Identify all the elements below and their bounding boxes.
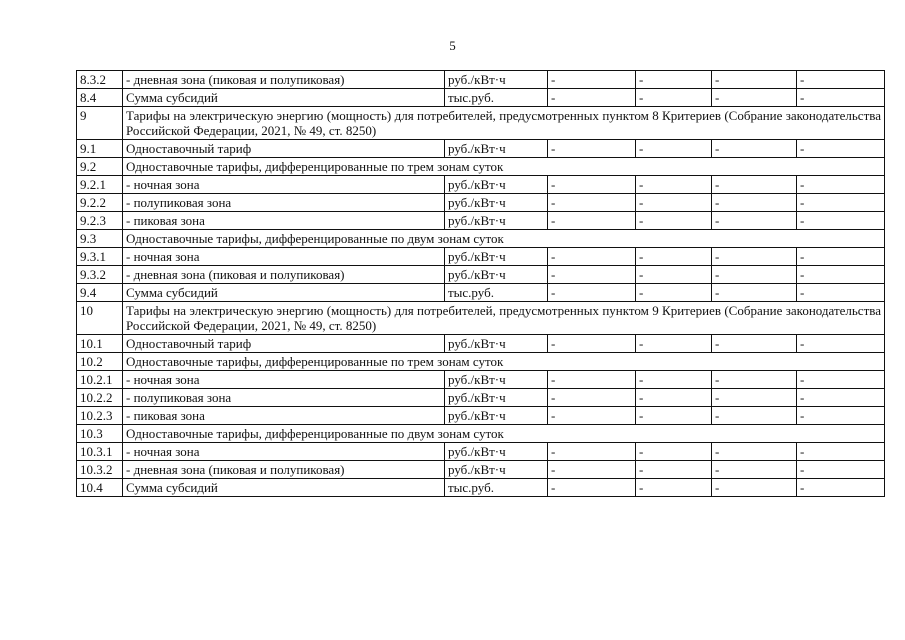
row-value: - bbox=[797, 371, 885, 389]
table-row bbox=[77, 389, 885, 407]
table-row bbox=[77, 353, 885, 371]
row-value: - bbox=[636, 407, 712, 425]
table-row bbox=[77, 479, 885, 497]
row-number: 9.2.1 bbox=[77, 176, 123, 194]
row-value: - bbox=[797, 89, 885, 107]
row-number: 9.3.2 bbox=[77, 266, 123, 284]
row-value: - bbox=[636, 194, 712, 212]
row-unit: руб./кВт·ч bbox=[445, 176, 548, 194]
row-value: - bbox=[797, 461, 885, 479]
table-row bbox=[77, 443, 885, 461]
row-number: 10.2.3 bbox=[77, 407, 123, 425]
row-name: Сумма субсидий bbox=[123, 89, 445, 107]
row-value: - bbox=[797, 140, 885, 158]
row-name: - пиковая зона bbox=[123, 212, 445, 230]
row-value: - bbox=[636, 479, 712, 497]
row-value: - bbox=[712, 371, 797, 389]
row-value: - bbox=[636, 248, 712, 266]
row-name: Одноставочный тариф bbox=[123, 335, 445, 353]
row-number: 9.1 bbox=[77, 140, 123, 158]
row-value: - bbox=[636, 335, 712, 353]
row-name: Сумма субсидий bbox=[123, 479, 445, 497]
table-row bbox=[77, 266, 885, 284]
row-number: 10.3.1 bbox=[77, 443, 123, 461]
row-value: - bbox=[548, 212, 636, 230]
tariff-table bbox=[76, 70, 885, 497]
row-value: - bbox=[712, 479, 797, 497]
row-number: 10.3.2 bbox=[77, 461, 123, 479]
section-heading: Одноставочные тарифы, дифференцированные по двум зонам суток bbox=[123, 230, 885, 248]
row-number: 9.3.1 bbox=[77, 248, 123, 266]
row-value: - bbox=[797, 389, 885, 407]
page-number: 5 bbox=[449, 38, 456, 53]
row-name: - ночная зона bbox=[123, 443, 445, 461]
table-row bbox=[77, 107, 885, 140]
row-value: - bbox=[636, 71, 712, 89]
row-unit: руб./кВт·ч bbox=[445, 335, 548, 353]
row-number: 8.4 bbox=[77, 89, 123, 107]
row-number: 9.4 bbox=[77, 284, 123, 302]
table-row bbox=[77, 230, 885, 248]
row-name: Сумма субсидий bbox=[123, 284, 445, 302]
row-value: - bbox=[636, 176, 712, 194]
row-value: - bbox=[548, 266, 636, 284]
row-name: - пиковая зона bbox=[123, 407, 445, 425]
row-value: - bbox=[548, 284, 636, 302]
row-unit: руб./кВт·ч bbox=[445, 248, 548, 266]
section-heading: Тарифы на электрическую энергию (мощность) для потребителей, предусмотренных пунктом 9 Критериев (Собрание законодательства Российской Федерации, 2021, № 49, ст. 8250) bbox=[123, 302, 885, 335]
row-value: - bbox=[636, 284, 712, 302]
section-heading: Одноставочные тарифы, дифференцированные по трем зонам суток bbox=[123, 353, 885, 371]
row-value: - bbox=[548, 194, 636, 212]
table-row bbox=[77, 140, 885, 158]
section-heading: Тарифы на электрическую энергию (мощность) для потребителей, предусмотренных пунктом 8 Критериев (Собрание законодательства Российской Федерации, 2021, № 49, ст. 8250) bbox=[123, 107, 885, 140]
row-number: 8.3.2 bbox=[77, 71, 123, 89]
table-row bbox=[77, 212, 885, 230]
table-row bbox=[77, 71, 885, 89]
row-value: - bbox=[636, 461, 712, 479]
row-value: - bbox=[548, 479, 636, 497]
row-name: Одноставочный тариф bbox=[123, 140, 445, 158]
row-unit: руб./кВт·ч bbox=[445, 194, 548, 212]
row-value: - bbox=[712, 461, 797, 479]
table-row bbox=[77, 248, 885, 266]
row-value: - bbox=[712, 140, 797, 158]
row-name: - ночная зона bbox=[123, 371, 445, 389]
table-row bbox=[77, 284, 885, 302]
row-number: 9.3 bbox=[77, 230, 123, 248]
section-heading: Одноставочные тарифы, дифференцированные по двум зонам суток bbox=[123, 425, 885, 443]
row-value: - bbox=[797, 335, 885, 353]
row-value: - bbox=[548, 71, 636, 89]
row-value: - bbox=[636, 212, 712, 230]
row-number: 10.2.2 bbox=[77, 389, 123, 407]
row-value: - bbox=[548, 140, 636, 158]
row-value: - bbox=[548, 389, 636, 407]
table-row bbox=[77, 425, 885, 443]
row-name: - дневная зона (пиковая и полупиковая) bbox=[123, 266, 445, 284]
row-number: 10.3 bbox=[77, 425, 123, 443]
row-value: - bbox=[636, 140, 712, 158]
row-unit: руб./кВт·ч bbox=[445, 443, 548, 461]
row-unit: руб./кВт·ч bbox=[445, 212, 548, 230]
tariff-table-body bbox=[77, 71, 885, 497]
row-unit: руб./кВт·ч bbox=[445, 407, 548, 425]
row-value: - bbox=[548, 89, 636, 107]
section-heading: Одноставочные тарифы, дифференцированные по трем зонам суток bbox=[123, 158, 885, 176]
row-value: - bbox=[548, 335, 636, 353]
row-value: - bbox=[797, 212, 885, 230]
row-value: - bbox=[712, 194, 797, 212]
row-value: - bbox=[712, 176, 797, 194]
row-number: 10.1 bbox=[77, 335, 123, 353]
row-value: - bbox=[712, 212, 797, 230]
row-unit: руб./кВт·ч bbox=[445, 371, 548, 389]
row-value: - bbox=[797, 71, 885, 89]
row-value: - bbox=[797, 479, 885, 497]
row-unit: тыс.руб. bbox=[445, 89, 548, 107]
row-value: - bbox=[797, 248, 885, 266]
table-row bbox=[77, 461, 885, 479]
row-value: - bbox=[636, 371, 712, 389]
row-value: - bbox=[548, 176, 636, 194]
row-name: - дневная зона (пиковая и полупиковая) bbox=[123, 71, 445, 89]
row-value: - bbox=[712, 89, 797, 107]
row-value: - bbox=[712, 71, 797, 89]
row-number: 9 bbox=[77, 107, 123, 140]
row-value: - bbox=[712, 248, 797, 266]
row-value: - bbox=[797, 266, 885, 284]
row-value: - bbox=[797, 284, 885, 302]
row-name: - ночная зона bbox=[123, 176, 445, 194]
row-value: - bbox=[548, 443, 636, 461]
row-value: - bbox=[797, 176, 885, 194]
table-row bbox=[77, 176, 885, 194]
row-number: 10.2 bbox=[77, 353, 123, 371]
table-row bbox=[77, 371, 885, 389]
row-value: - bbox=[636, 443, 712, 461]
row-value: - bbox=[712, 407, 797, 425]
row-value: - bbox=[548, 461, 636, 479]
row-unit: тыс.руб. bbox=[445, 284, 548, 302]
row-value: - bbox=[712, 335, 797, 353]
row-unit: руб./кВт·ч bbox=[445, 461, 548, 479]
row-unit: руб./кВт·ч bbox=[445, 266, 548, 284]
row-unit: руб./кВт·ч bbox=[445, 389, 548, 407]
row-name: - ночная зона bbox=[123, 248, 445, 266]
row-number: 10.4 bbox=[77, 479, 123, 497]
row-name: - полупиковая зона bbox=[123, 389, 445, 407]
table-row bbox=[77, 158, 885, 176]
row-value: - bbox=[712, 284, 797, 302]
row-unit: руб./кВт·ч bbox=[445, 71, 548, 89]
table-row bbox=[77, 335, 885, 353]
row-number: 10 bbox=[77, 302, 123, 335]
table-row bbox=[77, 407, 885, 425]
row-unit: руб./кВт·ч bbox=[445, 140, 548, 158]
row-value: - bbox=[797, 443, 885, 461]
table-row bbox=[77, 89, 885, 107]
row-value: - bbox=[636, 266, 712, 284]
row-number: 9.2.2 bbox=[77, 194, 123, 212]
row-number: 9.2.3 bbox=[77, 212, 123, 230]
row-value: - bbox=[636, 89, 712, 107]
table-row bbox=[77, 302, 885, 335]
row-name: - полупиковая зона bbox=[123, 194, 445, 212]
row-value: - bbox=[797, 194, 885, 212]
row-value: - bbox=[712, 443, 797, 461]
row-unit: тыс.руб. bbox=[445, 479, 548, 497]
row-value: - bbox=[712, 389, 797, 407]
row-value: - bbox=[548, 371, 636, 389]
table-row bbox=[77, 194, 885, 212]
row-value: - bbox=[797, 407, 885, 425]
row-number: 10.2.1 bbox=[77, 371, 123, 389]
row-value: - bbox=[548, 248, 636, 266]
row-value: - bbox=[712, 266, 797, 284]
row-number: 9.2 bbox=[77, 158, 123, 176]
row-value: - bbox=[636, 389, 712, 407]
row-value: - bbox=[548, 407, 636, 425]
row-name: - дневная зона (пиковая и полупиковая) bbox=[123, 461, 445, 479]
